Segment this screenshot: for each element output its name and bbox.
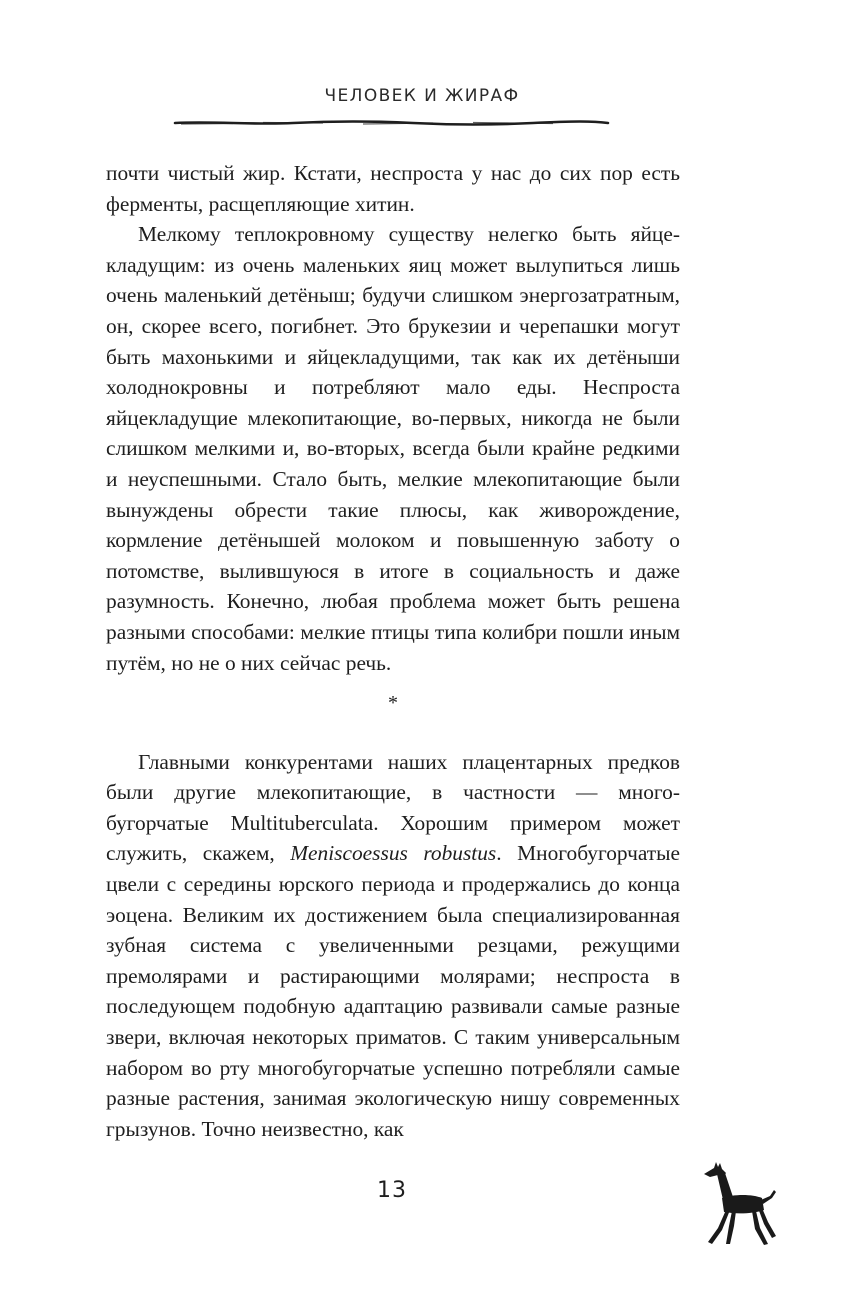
species-name: Meniscoessus robustus xyxy=(290,841,497,866)
paragraph-2: Мелкому теплокровному существу нелегко быть яйцекладущим: из очень маленьких яиц может вылупиться лишь очень маленький детёныш; будучи слишком энергозатратным, он, скорее всего, погибнет. Это брукезии и черепашки могут быть махонькими и яйцекладущими, так как их детёныши холоднокровны и потребляют мало еды. Неспроста яйцекладущие млекопитающие, во-первых, никогда не были слишком мелкими и, во-вторых, всегда были крайне редкими и неуспешными. Стало быть, мелкие млекопитающие были вынуждены обрести такие плюсы, как живорождение, кормление детёнышей молоком и повышенную заботу о потомстве, вылившуюся в итоге в социальность и даже разумность. Конечно, любая проблема может быть решена разными способами: мелкие птицы типа колибри пошли иным путём, но не о них сейчас речь. xyxy=(106,222,680,675)
header-rule xyxy=(173,118,610,128)
paragraph-1: почти чистый жир. Кстати, неспроста у нас до сих пор есть ферменты, расщепляющие хитин. xyxy=(106,161,680,216)
section-separator: * xyxy=(388,692,398,715)
paragraph-3 xyxy=(106,747,680,1145)
giraffe-icon xyxy=(700,1160,780,1246)
page-number: 13 xyxy=(377,1178,407,1203)
paragraph-3-text-b: . Многобугорчатые цвели с середины юрского периода и продержались до конца эоцена. Великим их достижением была специализированная зубная система с увеличенными резцами, режущими премолярами и растирающими молярами; неспроста в последующем подобную адаптацию развивали самые разные звери, включая некоторых приматов. С таким универсальным набором во рту многобугорчатые успешно потребляли самые разные растения, занимая экологическую нишу современных грызунов. Точно неизвестно, как xyxy=(106,841,680,1141)
body-text xyxy=(106,158,680,1144)
running-head: ЧЕЛОВЕК И ЖИРАФ xyxy=(324,86,520,106)
paragraph-3-text-a: Главными конкурентами наших плацентарных предков были другие млекопитающие, в частности — многобугорчатые Multituberculata. Хорошим примером может служить, скажем, xyxy=(106,749,680,866)
